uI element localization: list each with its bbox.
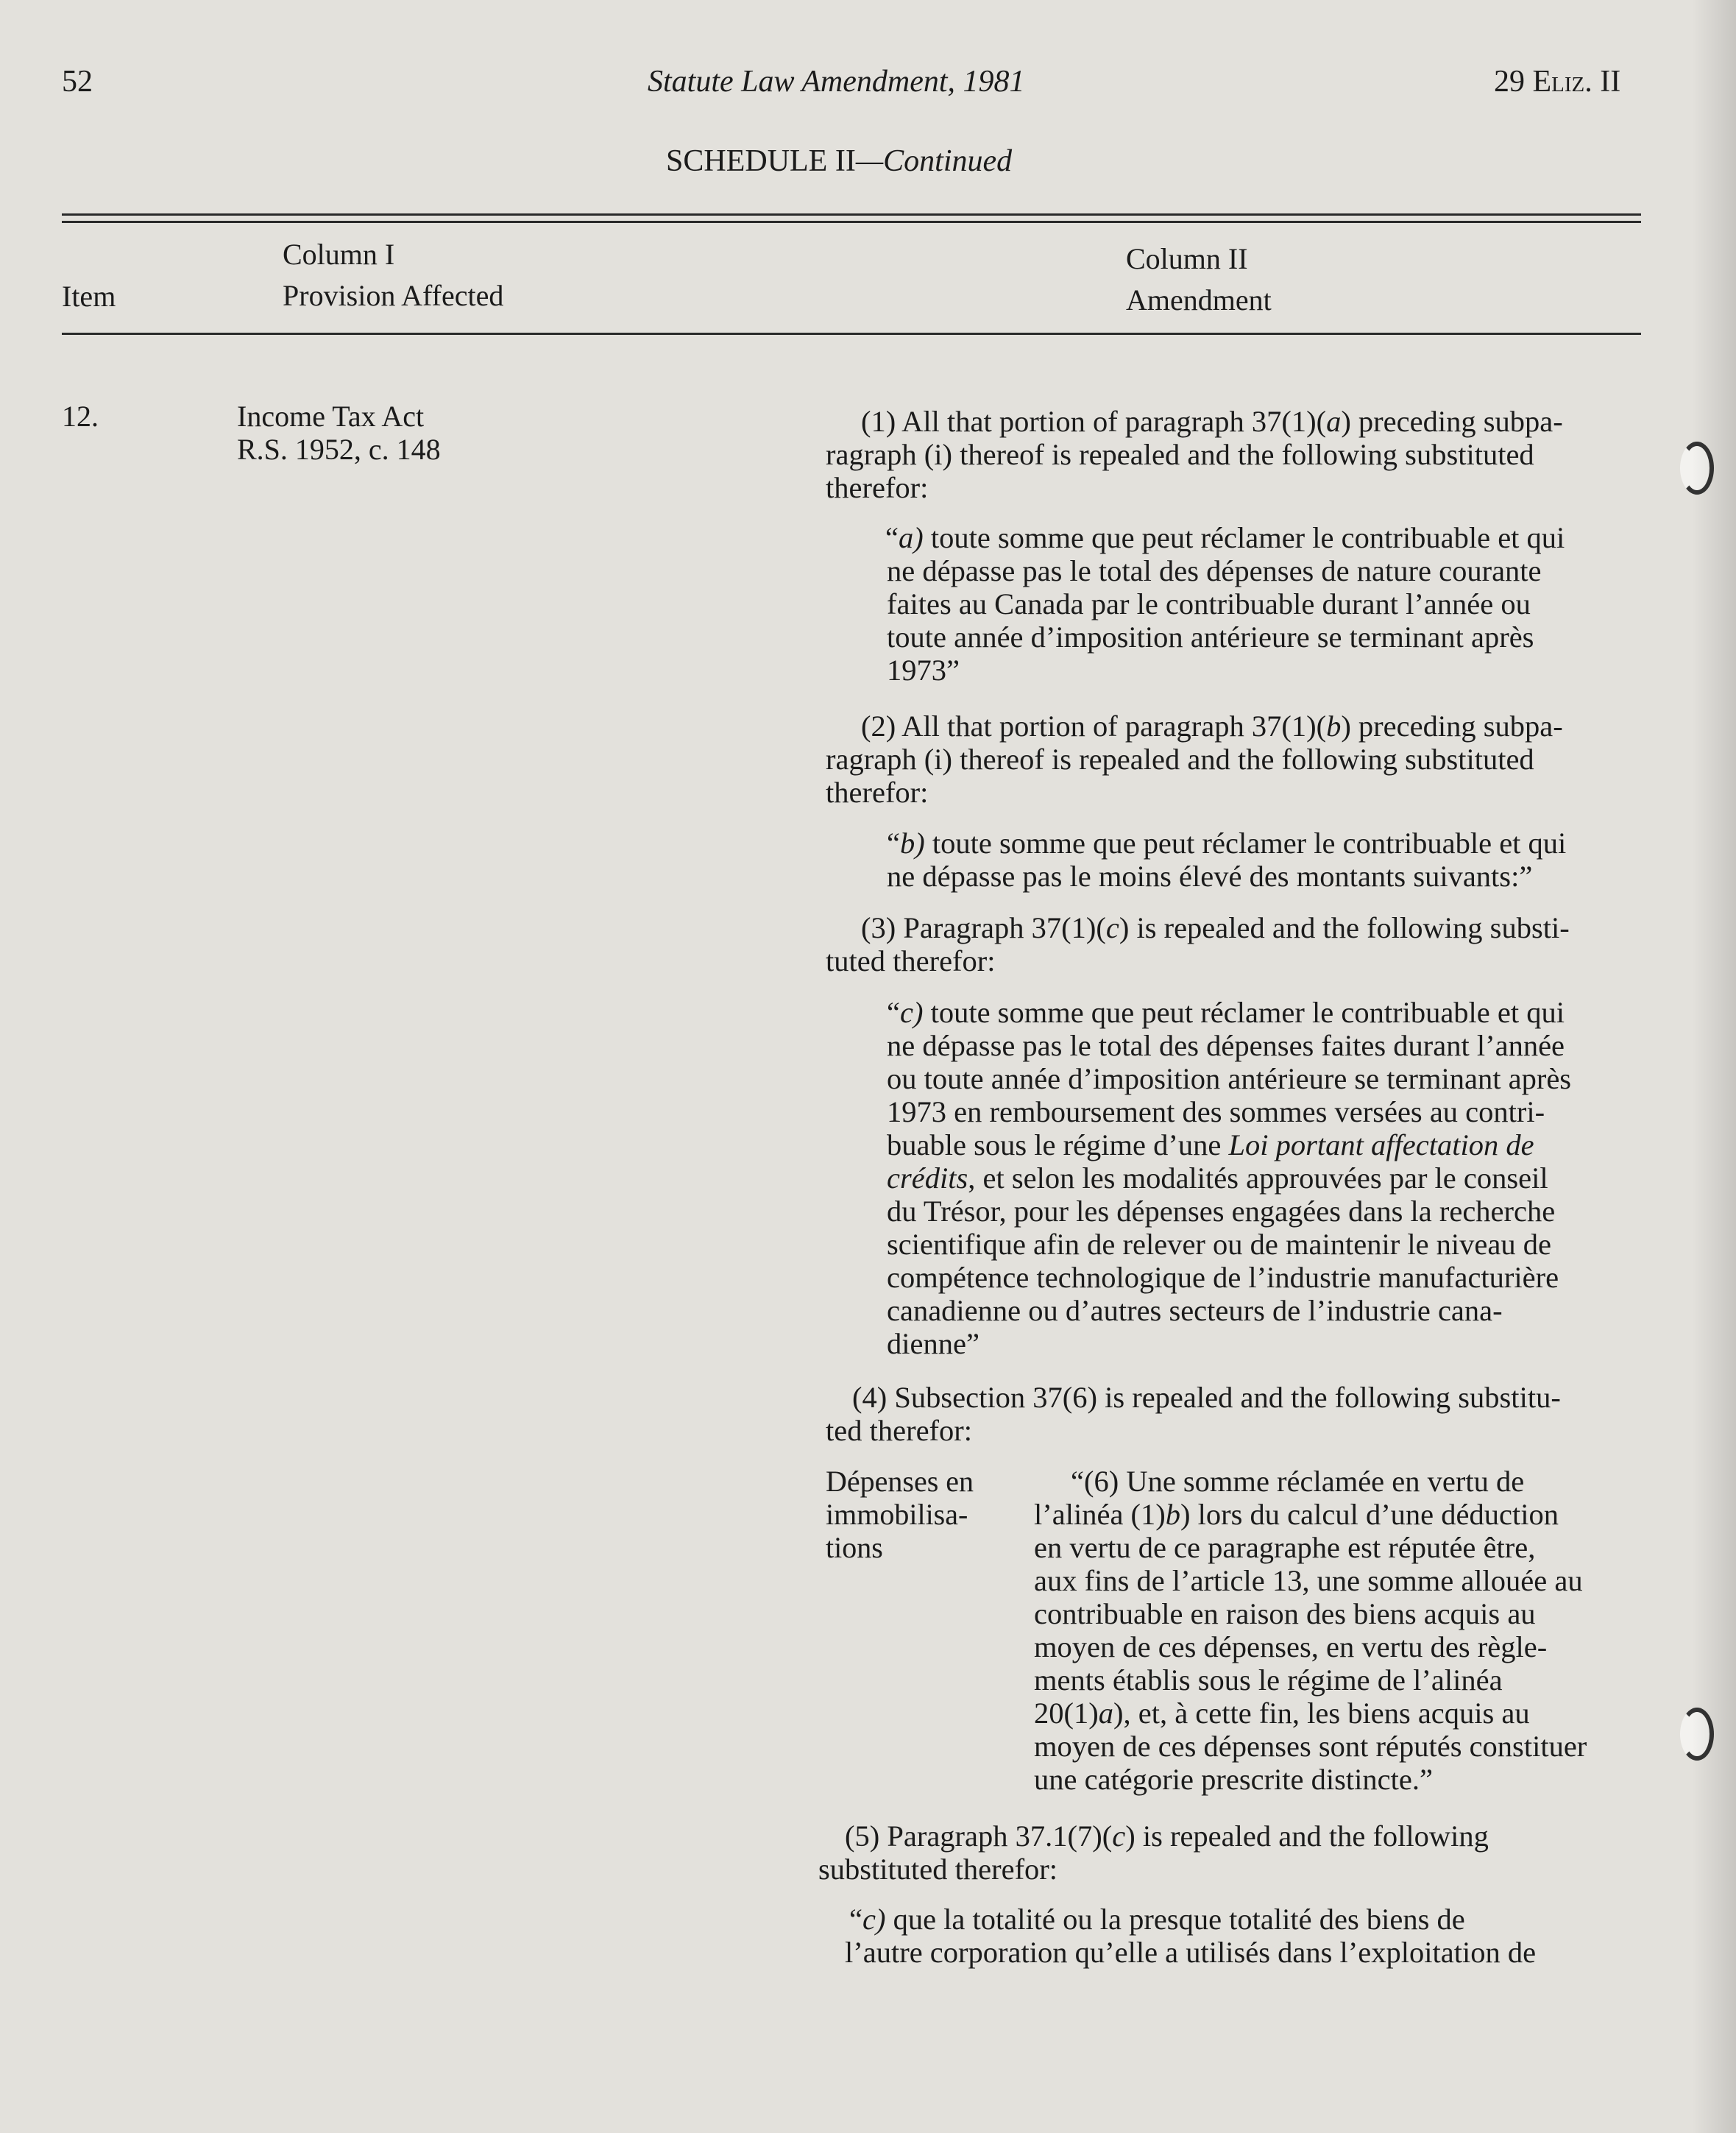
french-subsection-6: “(6) Une somme réclamée en vertu de l’alinéa (1)b) lors du calcul d’une déduction en vertu de ce paragraphe est réputée être, aux fins de l’article 13, une somme allouée au contribuable en raison des biens acquis au moyen de ces dépenses, en vertu des règle- ments établis sous le régime de l’alinéa 20(1)a), et, à cette fin, les biens acquis au moyen de ces dépenses sont réputés constituer une catégorie prescrite distincte.” xyxy=(1034,1465,1587,1796)
french-text-c: “c) toute somme que peut réclamer le contribuable et qui ne dépasse pas le total des dépenses faites durant l’année ou toute année d’imposition antérieure se terminant après 1973 en remboursement des sommes versées au contri- buable sous le régime d’une Loi portant affectation de crédits, et selon les modalités approuvées par le conseil du Trésor, pour les dépenses engagées dans la recherche scientifique afin de relever ou de maintenir le niveau de compétence technologique de l’industrie manufacturière canadienne ou d’autres secteurs de l’industrie cana- dienne” xyxy=(887,996,1572,1360)
amendment-paragraph-3: (3) Paragraph 37(1)(c) is repealed and the following substi- tuted therefor: xyxy=(826,911,1570,977)
french-text-b: “b) toute somme que peut réclamer le contribuable et qui ne dépasse pas le moins élevé des montants suivants:” xyxy=(887,827,1567,893)
bleed-through-text xyxy=(66,397,802,1575)
top-double-rule-2 xyxy=(62,221,1641,223)
amendment-paragraph-2: (2) All that portion of paragraph 37(1)(b) preceding subpa- ragraph (i) thereof is repealed and the following substituted therefor: xyxy=(826,710,1563,809)
header-bottom-rule xyxy=(62,333,1641,335)
column-2-heading: Column II Amendment xyxy=(1126,242,1272,316)
schedule-heading: SCHEDULE II—Continued xyxy=(666,144,1013,178)
regnal-year: 29 Eliz. II xyxy=(1494,65,1621,99)
amendment-paragraph-4: (4) Subsection 37(6) is repealed and the following substitu- ted therefor: xyxy=(826,1381,1561,1447)
top-double-rule-1 xyxy=(62,213,1641,216)
page-edge-shadow xyxy=(1692,0,1736,2133)
item-number: 12. xyxy=(62,400,99,433)
page-number: 52 xyxy=(62,65,93,99)
column-1-heading: Column I Provision Affected xyxy=(283,238,504,312)
amendment-paragraph-5: (5) Paragraph 37.1(7)(c) is repealed and the following substituted therefor: xyxy=(818,1819,1489,1886)
french-text-a: “a) toute somme que peut réclamer le contribuable et qui ne dépasse pas le total des dépenses de nature courante faites au Canada par le contribuable durant l’année ou toute année d’imposition antérieure se terminant après 1973” xyxy=(885,521,1565,687)
column-item-heading: Item xyxy=(62,280,116,313)
provision-affected: Income Tax Act R.S. 1952, c. 148 xyxy=(237,400,441,466)
french-text-c-2: “c) que la totalité ou la presque totalité des biens de l’autre corporation qu’elle a utilisés dans l’exploitation de xyxy=(845,1903,1537,1969)
amendment-paragraph-1: (1) All that portion of paragraph 37(1)(a) preceding subpa- ragraph (i) thereof is repealed and the following substituted therefor: xyxy=(826,405,1563,504)
marginal-note: Dépenses en immobilisa- tions xyxy=(826,1465,974,1564)
running-title: Statute Law Amendment, 1981 xyxy=(648,65,1025,99)
